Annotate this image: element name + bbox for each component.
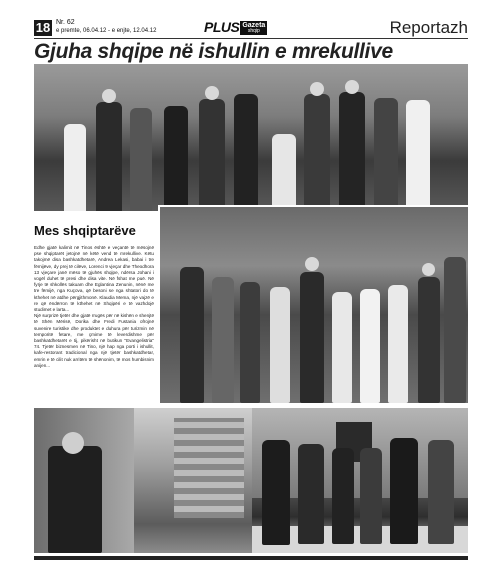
issue-dates: e premte, 06.04.12 - e enjte, 12.04.12	[56, 28, 157, 34]
person-figure	[332, 292, 352, 403]
person-figure	[418, 277, 440, 403]
group-photo-school	[158, 205, 470, 405]
person-figure	[388, 285, 408, 403]
person-head	[310, 82, 324, 96]
masthead-shqip: shqip	[247, 27, 260, 34]
masthead-gazeta-badge	[240, 21, 267, 35]
page-header	[34, 17, 468, 37]
person-figure	[428, 440, 454, 544]
section-title: Reportazh	[389, 18, 468, 37]
person-head	[305, 257, 319, 271]
person-head	[62, 432, 84, 454]
masthead-logo	[204, 20, 267, 35]
person-figure	[262, 440, 290, 545]
article-body	[34, 245, 154, 369]
page-footer-bar	[34, 556, 468, 560]
masthead-plus: PLUS	[204, 19, 240, 35]
person-head	[422, 263, 435, 276]
group-photo-street	[252, 408, 468, 553]
group-photo-top	[34, 64, 468, 213]
person-figure	[240, 282, 260, 403]
person-head	[345, 80, 359, 94]
person-figure	[212, 277, 234, 403]
person-figure	[180, 267, 204, 403]
person-figure	[270, 287, 290, 403]
person-figure	[444, 257, 466, 403]
person-figure	[406, 100, 430, 213]
person-head	[205, 86, 219, 100]
person-figure	[199, 99, 225, 213]
person-figure	[298, 444, 324, 544]
person-figure	[164, 106, 188, 213]
article-paragraph: Një surprizë tjetër dhe gjatë rrugës për në kishën e shenjtë të Shën Mërisë, Dorika dhe Fredi Fustania ofrojnë suvenire turistike dhe produktet e duhura për turizmin në temporitë fetare, me çmime të leverdishme për bashkatdhetarët e tij, pikërisht në butikun "Evangelistria" 74. Tjetër biznesmen në Tino, një hap nga porti i ishullit, kafe-restorant tradicional nga një tjetër bashkatdhetar, emrin e të cilit nuk arritëm të shënonim, të mos humbisnim anijen...	[34, 313, 154, 368]
person-figure	[48, 446, 102, 553]
person-figure	[96, 102, 122, 213]
person-figure	[360, 289, 380, 403]
person-figure	[300, 272, 324, 403]
person-figure	[390, 438, 418, 544]
article-headline: Gjuha shqipe në ishullin e mrekullive	[34, 40, 393, 63]
person-figure	[360, 448, 382, 544]
person-figure	[339, 92, 365, 213]
person-head	[102, 89, 116, 103]
issue-label: Nr. 62	[56, 19, 75, 26]
header-rule	[34, 38, 468, 39]
person-figure	[272, 134, 296, 213]
person-figure	[374, 98, 398, 213]
person-figure	[304, 94, 330, 213]
masthead-gazeta: Gazeta	[242, 21, 266, 29]
person-figure	[332, 448, 354, 544]
article-body-column	[34, 211, 158, 407]
article-paragraph: Edhe gjatë kalimit në Tinos është e veçantë të mësojnë pse shqiptarët jetojnë në këtë vend të mrekullive. Këtu takojmë disa bashkatdhetarë, Andrea Lekasi, babai i tre fëmijëve, dy prej të cilëve, Lorenci 9 vjeçar dhe Theodhora 13 vjeçare janë mëso të gjuhës shqipe, ndërsa Johani i vogël duhet të presi dhe disa vite. Në fshat me puë. Në fyrje të shkollës takuam dhe Eglantina Zenunin, nënë me tre fëmijë, nga Kuçova, që besoni se nga shtatori do të kthehet në atdhe përgjithmonë. Klaudia Mema, një vajzë e re që ëndërron të kthehet në Shqipëri e të vazhdojë studimet e larta...	[34, 245, 154, 313]
article-subhead: Mes shqiptarëve	[34, 223, 136, 238]
person-figure	[234, 94, 258, 213]
shop-photo	[34, 408, 252, 553]
person-figure	[64, 124, 86, 213]
souvenir-shelves	[174, 418, 244, 518]
page-number: 18	[35, 20, 51, 35]
person-figure	[130, 108, 152, 213]
